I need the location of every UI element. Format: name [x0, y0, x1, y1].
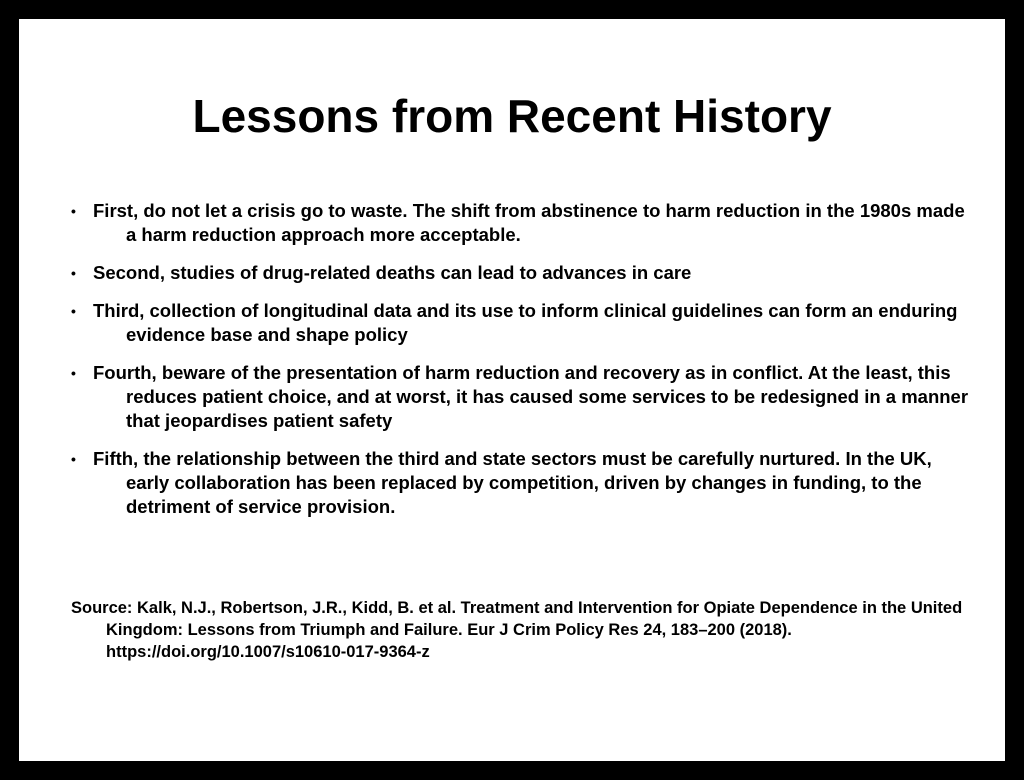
bullet-text: Fifth, the relationship between the third and state sectors must be carefully nurtured. In the UK, early collaboration has been replaced by competition, driven by changes in funding, to the detriment of service provision. [93, 448, 932, 517]
bullet-marker: • [71, 365, 76, 381]
bullet-marker: • [71, 265, 76, 281]
bullet-item [71, 361, 971, 433]
source-citation: Source: Kalk, N.J., Robertson, J.R., Kidd, B. et al. Treatment and Intervention for Opiate Dependence in the United Kingdom: Lessons from Triumph and Failure. Eur J Crim Policy Res 24, 183–200 (2018). https://doi.org/10.1007/s10610-017-9364-z [71, 599, 963, 661]
slide-title: Lessons from Recent History [192, 90, 832, 142]
bullet-list [71, 199, 971, 533]
bullet-text: Fourth, beware of the presentation of harm reduction and recovery as in conflict. At the least, this reduces patient choice, and at worst, it has caused some services to be redesigned in a manner that jeopardises patient safety [93, 362, 969, 431]
slide [19, 19, 1005, 761]
bullet-marker: • [71, 451, 76, 467]
bullet-item [71, 299, 971, 347]
bullet-text: First, do not let a crisis go to waste. The shift from abstinence to harm reduction in the 1980s made a harm reduction approach more acceptable. [93, 200, 965, 245]
bullet-marker: • [71, 203, 76, 219]
bullet-item [71, 261, 971, 285]
bullet-marker: • [71, 303, 76, 319]
bullet-item [71, 199, 971, 247]
bullet-text: Second, studies of drug-related deaths can lead to advances in care [93, 262, 692, 283]
bullet-text: Third, collection of longitudinal data and its use to inform clinical guidelines can form an enduring evidence base and shape policy [93, 300, 958, 345]
bullet-item [71, 447, 971, 519]
